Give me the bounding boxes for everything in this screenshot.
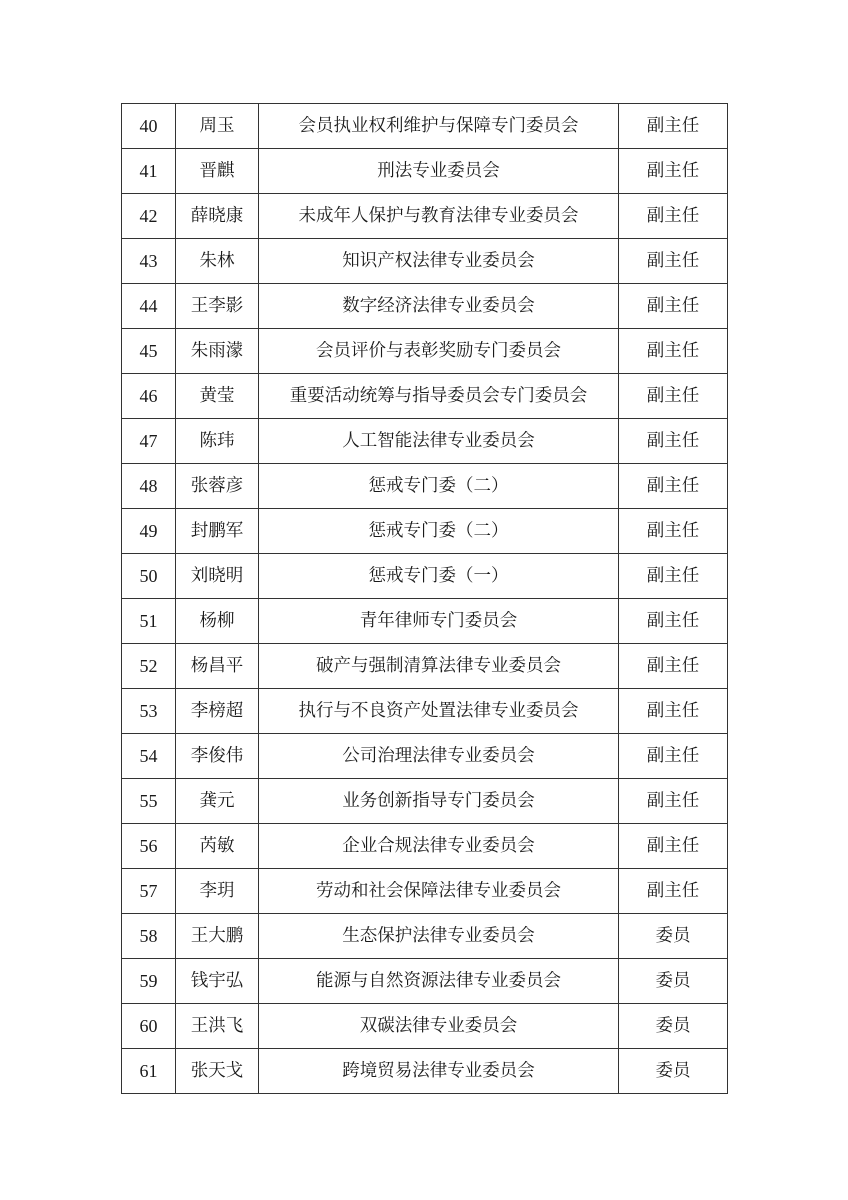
committee-member-table bbox=[121, 103, 728, 1094]
row-number-cell: 49 bbox=[122, 509, 176, 554]
table-row bbox=[122, 464, 728, 509]
row-number-cell: 50 bbox=[122, 554, 176, 599]
row-number-cell: 58 bbox=[122, 914, 176, 959]
member-role-cell: 副主任 bbox=[619, 554, 728, 599]
row-number-cell: 61 bbox=[122, 1049, 176, 1094]
committee-name-cell: 生态保护法律专业委员会 bbox=[259, 914, 619, 959]
row-number-cell: 60 bbox=[122, 1004, 176, 1049]
table-row bbox=[122, 689, 728, 734]
table-row bbox=[122, 824, 728, 869]
row-number-cell: 47 bbox=[122, 419, 176, 464]
committee-name-cell: 青年律师专门委员会 bbox=[259, 599, 619, 644]
table-body bbox=[122, 104, 728, 1094]
committee-name-cell: 能源与自然资源法律专业委员会 bbox=[259, 959, 619, 1004]
row-number-cell: 51 bbox=[122, 599, 176, 644]
committee-name-cell: 跨境贸易法律专业委员会 bbox=[259, 1049, 619, 1094]
row-number-cell: 41 bbox=[122, 149, 176, 194]
committee-name-cell: 执行与不良资产处置法律专业委员会 bbox=[259, 689, 619, 734]
row-number-cell: 44 bbox=[122, 284, 176, 329]
committee-name-cell: 未成年人保护与教育法律专业委员会 bbox=[259, 194, 619, 239]
row-number-cell: 43 bbox=[122, 239, 176, 284]
member-name-cell: 朱林 bbox=[176, 239, 259, 284]
member-role-cell: 委员 bbox=[619, 914, 728, 959]
row-number-cell: 54 bbox=[122, 734, 176, 779]
member-name-cell: 芮敏 bbox=[176, 824, 259, 869]
committee-name-cell: 重要活动统筹与指导委员会专门委员会 bbox=[259, 374, 619, 419]
table-row bbox=[122, 779, 728, 824]
member-name-cell: 钱宇弘 bbox=[176, 959, 259, 1004]
member-role-cell: 副主任 bbox=[619, 104, 728, 149]
member-role-cell: 副主任 bbox=[619, 734, 728, 779]
table-row bbox=[122, 1049, 728, 1094]
committee-name-cell: 惩戒专门委（一） bbox=[259, 554, 619, 599]
member-name-cell: 刘晓明 bbox=[176, 554, 259, 599]
committee-name-cell: 惩戒专门委（二） bbox=[259, 509, 619, 554]
member-name-cell: 陈玮 bbox=[176, 419, 259, 464]
member-role-cell: 副主任 bbox=[619, 239, 728, 284]
row-number-cell: 48 bbox=[122, 464, 176, 509]
row-number-cell: 57 bbox=[122, 869, 176, 914]
committee-name-cell: 双碳法律专业委员会 bbox=[259, 1004, 619, 1049]
member-name-cell: 杨昌平 bbox=[176, 644, 259, 689]
table-row bbox=[122, 329, 728, 374]
member-name-cell: 杨柳 bbox=[176, 599, 259, 644]
member-role-cell: 副主任 bbox=[619, 464, 728, 509]
committee-name-cell: 人工智能法律专业委员会 bbox=[259, 419, 619, 464]
member-role-cell: 委员 bbox=[619, 1049, 728, 1094]
member-name-cell: 王洪飞 bbox=[176, 1004, 259, 1049]
table-row bbox=[122, 509, 728, 554]
member-role-cell: 副主任 bbox=[619, 329, 728, 374]
member-name-cell: 周玉 bbox=[176, 104, 259, 149]
committee-name-cell: 知识产权法律专业委员会 bbox=[259, 239, 619, 284]
table-row bbox=[122, 644, 728, 689]
table-row bbox=[122, 419, 728, 464]
member-name-cell: 李玥 bbox=[176, 869, 259, 914]
committee-name-cell: 会员评价与表彰奖励专门委员会 bbox=[259, 329, 619, 374]
member-name-cell: 封鹏军 bbox=[176, 509, 259, 554]
table-row bbox=[122, 239, 728, 284]
table-row bbox=[122, 599, 728, 644]
table-row bbox=[122, 284, 728, 329]
table-row bbox=[122, 959, 728, 1004]
member-name-cell: 晋麒 bbox=[176, 149, 259, 194]
member-role-cell: 委员 bbox=[619, 1004, 728, 1049]
member-name-cell: 龚元 bbox=[176, 779, 259, 824]
committee-name-cell: 会员执业权利维护与保障专门委员会 bbox=[259, 104, 619, 149]
committee-member-sheet bbox=[121, 103, 727, 1094]
committee-name-cell: 劳动和社会保障法律专业委员会 bbox=[259, 869, 619, 914]
committee-name-cell: 数字经济法律专业委员会 bbox=[259, 284, 619, 329]
member-name-cell: 王李影 bbox=[176, 284, 259, 329]
table-row bbox=[122, 914, 728, 959]
member-role-cell: 副主任 bbox=[619, 689, 728, 734]
member-role-cell: 副主任 bbox=[619, 284, 728, 329]
member-name-cell: 李榜超 bbox=[176, 689, 259, 734]
member-name-cell: 张天戈 bbox=[176, 1049, 259, 1094]
row-number-cell: 52 bbox=[122, 644, 176, 689]
member-role-cell: 副主任 bbox=[619, 149, 728, 194]
member-role-cell: 副主任 bbox=[619, 419, 728, 464]
member-role-cell: 副主任 bbox=[619, 374, 728, 419]
table-row bbox=[122, 194, 728, 239]
row-number-cell: 42 bbox=[122, 194, 176, 239]
committee-name-cell: 业务创新指导专门委员会 bbox=[259, 779, 619, 824]
member-role-cell: 副主任 bbox=[619, 824, 728, 869]
member-role-cell: 副主任 bbox=[619, 509, 728, 554]
member-name-cell: 王大鹏 bbox=[176, 914, 259, 959]
member-role-cell: 副主任 bbox=[619, 599, 728, 644]
committee-name-cell: 刑法专业委员会 bbox=[259, 149, 619, 194]
member-name-cell: 李俊伟 bbox=[176, 734, 259, 779]
committee-name-cell: 公司治理法律专业委员会 bbox=[259, 734, 619, 779]
row-number-cell: 53 bbox=[122, 689, 176, 734]
table-row bbox=[122, 869, 728, 914]
row-number-cell: 55 bbox=[122, 779, 176, 824]
row-number-cell: 46 bbox=[122, 374, 176, 419]
member-role-cell: 副主任 bbox=[619, 779, 728, 824]
table-row bbox=[122, 149, 728, 194]
member-role-cell: 副主任 bbox=[619, 194, 728, 239]
table-row bbox=[122, 734, 728, 779]
row-number-cell: 45 bbox=[122, 329, 176, 374]
row-number-cell: 59 bbox=[122, 959, 176, 1004]
row-number-cell: 56 bbox=[122, 824, 176, 869]
member-role-cell: 副主任 bbox=[619, 644, 728, 689]
member-name-cell: 薛晓康 bbox=[176, 194, 259, 239]
committee-name-cell: 企业合规法律专业委员会 bbox=[259, 824, 619, 869]
member-role-cell: 副主任 bbox=[619, 869, 728, 914]
table-row bbox=[122, 104, 728, 149]
table-row bbox=[122, 1004, 728, 1049]
table-row bbox=[122, 554, 728, 599]
member-role-cell: 委员 bbox=[619, 959, 728, 1004]
member-name-cell: 黄莹 bbox=[176, 374, 259, 419]
table-row bbox=[122, 374, 728, 419]
row-number-cell: 40 bbox=[122, 104, 176, 149]
member-name-cell: 张蓉彦 bbox=[176, 464, 259, 509]
committee-name-cell: 惩戒专门委（二） bbox=[259, 464, 619, 509]
committee-name-cell: 破产与强制清算法律专业委员会 bbox=[259, 644, 619, 689]
member-name-cell: 朱雨濛 bbox=[176, 329, 259, 374]
